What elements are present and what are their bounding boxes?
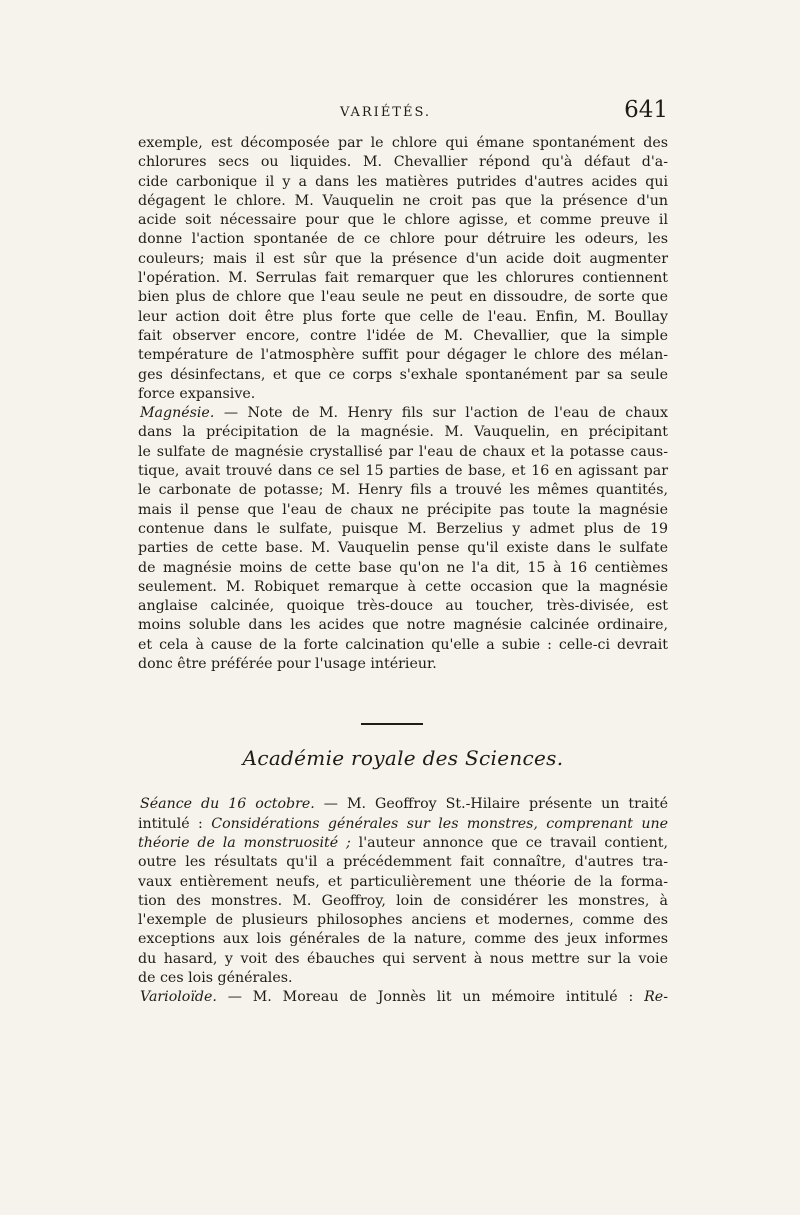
text-line: vaux entièrement neufs, et particulièrement une théorie de la forma- (138, 873, 668, 890)
text-line: seulement. M. Robiquet remarque à cette occasion que la magnésie (138, 578, 668, 595)
text-line: chlorures secs ou liquides. M. Chevallier répond qu'à défaut d'a- (138, 154, 668, 171)
running-title: VARIÉTÉS. (340, 105, 432, 120)
text-line (138, 404, 668, 423)
seance-paragraph (138, 795, 668, 988)
magnesie-first-line: — Note de M. Henry fils sur l'action de l'eau de chaux (214, 405, 668, 422)
text-line: acide soit nécessaire pour que le chlore agisse, et comme preuve il (138, 212, 668, 229)
text-line: outre les résultats qu'il a précédemment fait connaître, d'autres tra- (138, 854, 668, 871)
text-line: moins soluble dans les acides que notre magnésie calcinée ordinaire, (138, 617, 668, 634)
section-spacer (138, 674, 668, 715)
text-line: tion des monstres. M. Geoffroy, loin de considérer les monstres, à (138, 892, 668, 909)
text-line: du hasard, y voit des ébauches qui servent à nous mettre sur la voie (138, 950, 668, 967)
text-line: dans la précipitation de la magnésie. M. Vauquelin, en précipitant (138, 424, 668, 441)
seance-line-3b: l'auteur annonce que ce travail contient, (350, 834, 668, 851)
varioloide-tail: Re- (644, 989, 668, 1006)
page-number: 641 (624, 97, 668, 123)
divider-rule (361, 723, 423, 725)
text-line: dégagent le chlore. M. Vauquelin ne croit pas que la présence d'un (138, 192, 668, 209)
text-line: fait observer encore, contre l'idée de M. Chevallier, que la simple (138, 327, 668, 344)
text-line: température de l'atmosphère suffit pour dégager le chlore des mélan- (138, 347, 668, 364)
text-line: exceptions aux lois générales de la nature, comme des jeux informes (138, 931, 668, 948)
text-line: couleurs; mais il est sûr que la présence d'un acide doit augmenter (138, 250, 668, 267)
chlore-paragraph (138, 134, 668, 404)
text-line: le sulfate de magnésie crystallisé par l'eau de chaux et la potasse caus- (138, 443, 668, 460)
text-line: de magnésie moins de cette base qu'on ne l'a dit, 15 à 16 centièmes (138, 559, 668, 576)
text-line: exemple, est décomposée par le chlore qui émane spontanément des (138, 135, 668, 151)
text-line: cide carbonique il y a dans les matières putrides d'autres acides qui (138, 173, 668, 190)
text-line: donne l'action spontanée de ce chlore pour détruire les odeurs, les (138, 231, 668, 248)
varioloide-paragraph (138, 988, 668, 1007)
text-line: de ces lois générales. (138, 969, 293, 986)
section-title: Académie royale des Sciences. (242, 746, 564, 771)
seance-date: Séance du 16 octobre. (140, 796, 315, 813)
text-line: parties de cette base. M. Vauquelin pense qu'il existe dans le sulfate (138, 540, 668, 557)
seance-line-1: — M. Geoffroy St.-Hilaire présente un traité (314, 796, 668, 813)
text-line (138, 795, 668, 814)
magnesie-heading: Magnésie. (140, 405, 215, 422)
text-line: le carbonate de potasse; M. Henry fils a trouvé les mêmes quantités, (138, 482, 668, 499)
text-line: mais il pense que l'eau de chaux ne précipite pas toute la magnésie (138, 501, 668, 518)
text-line (138, 815, 668, 834)
body-text (138, 134, 668, 1008)
book-title: Considérations générales sur les monstres, comprenant une (211, 815, 668, 832)
seance-line-2a: intitulé : (138, 815, 212, 832)
magnesie-paragraph (138, 404, 668, 674)
text-line (138, 988, 668, 1007)
title-spacer (138, 783, 668, 795)
text-line: anglaise calcinée, quoique très-douce au toucher, très-divisée, est (138, 598, 668, 615)
varioloide-heading: Varioloïde. (140, 989, 217, 1006)
text-line: l'exemple de plusieurs philosophes anciens et modernes, comme des (138, 912, 668, 929)
text-line: tique, avait trouvé dans ce sel 15 parties de base, et 16 en agissant par (138, 463, 668, 480)
text-line (138, 834, 668, 853)
text-line: bien plus de chlore que l'eau seule ne peut en dissoudre, de sorte que (138, 289, 668, 306)
book-title-cont: théorie de la monstruosité ; (138, 834, 351, 851)
text-line: ges désinfectans, et que ce corps s'exhale spontanément par sa seule (138, 366, 668, 383)
page-header (138, 97, 668, 133)
section-divider (138, 715, 668, 737)
text-line: contenue dans le sulfate, puisque M. Berzelius y admet plus de 19 (138, 520, 668, 537)
text-line: l'opération. M. Serrulas fait remarquer que les chlorures contiennent (138, 270, 668, 287)
text-line: donc être préférée pour l'usage intérieur. (138, 656, 437, 673)
text-line: et cela à cause de la forte calcination qu'elle a subie : celle-ci devrait (138, 636, 668, 653)
varioloide-text: — M. Moreau de Jonnès lit un mémoire intitulé : (216, 989, 645, 1006)
text-line: force expansive. (138, 385, 256, 402)
text-line: leur action doit être plus forte que celle de l'eau. Enfin, M. Boullay (138, 308, 668, 325)
